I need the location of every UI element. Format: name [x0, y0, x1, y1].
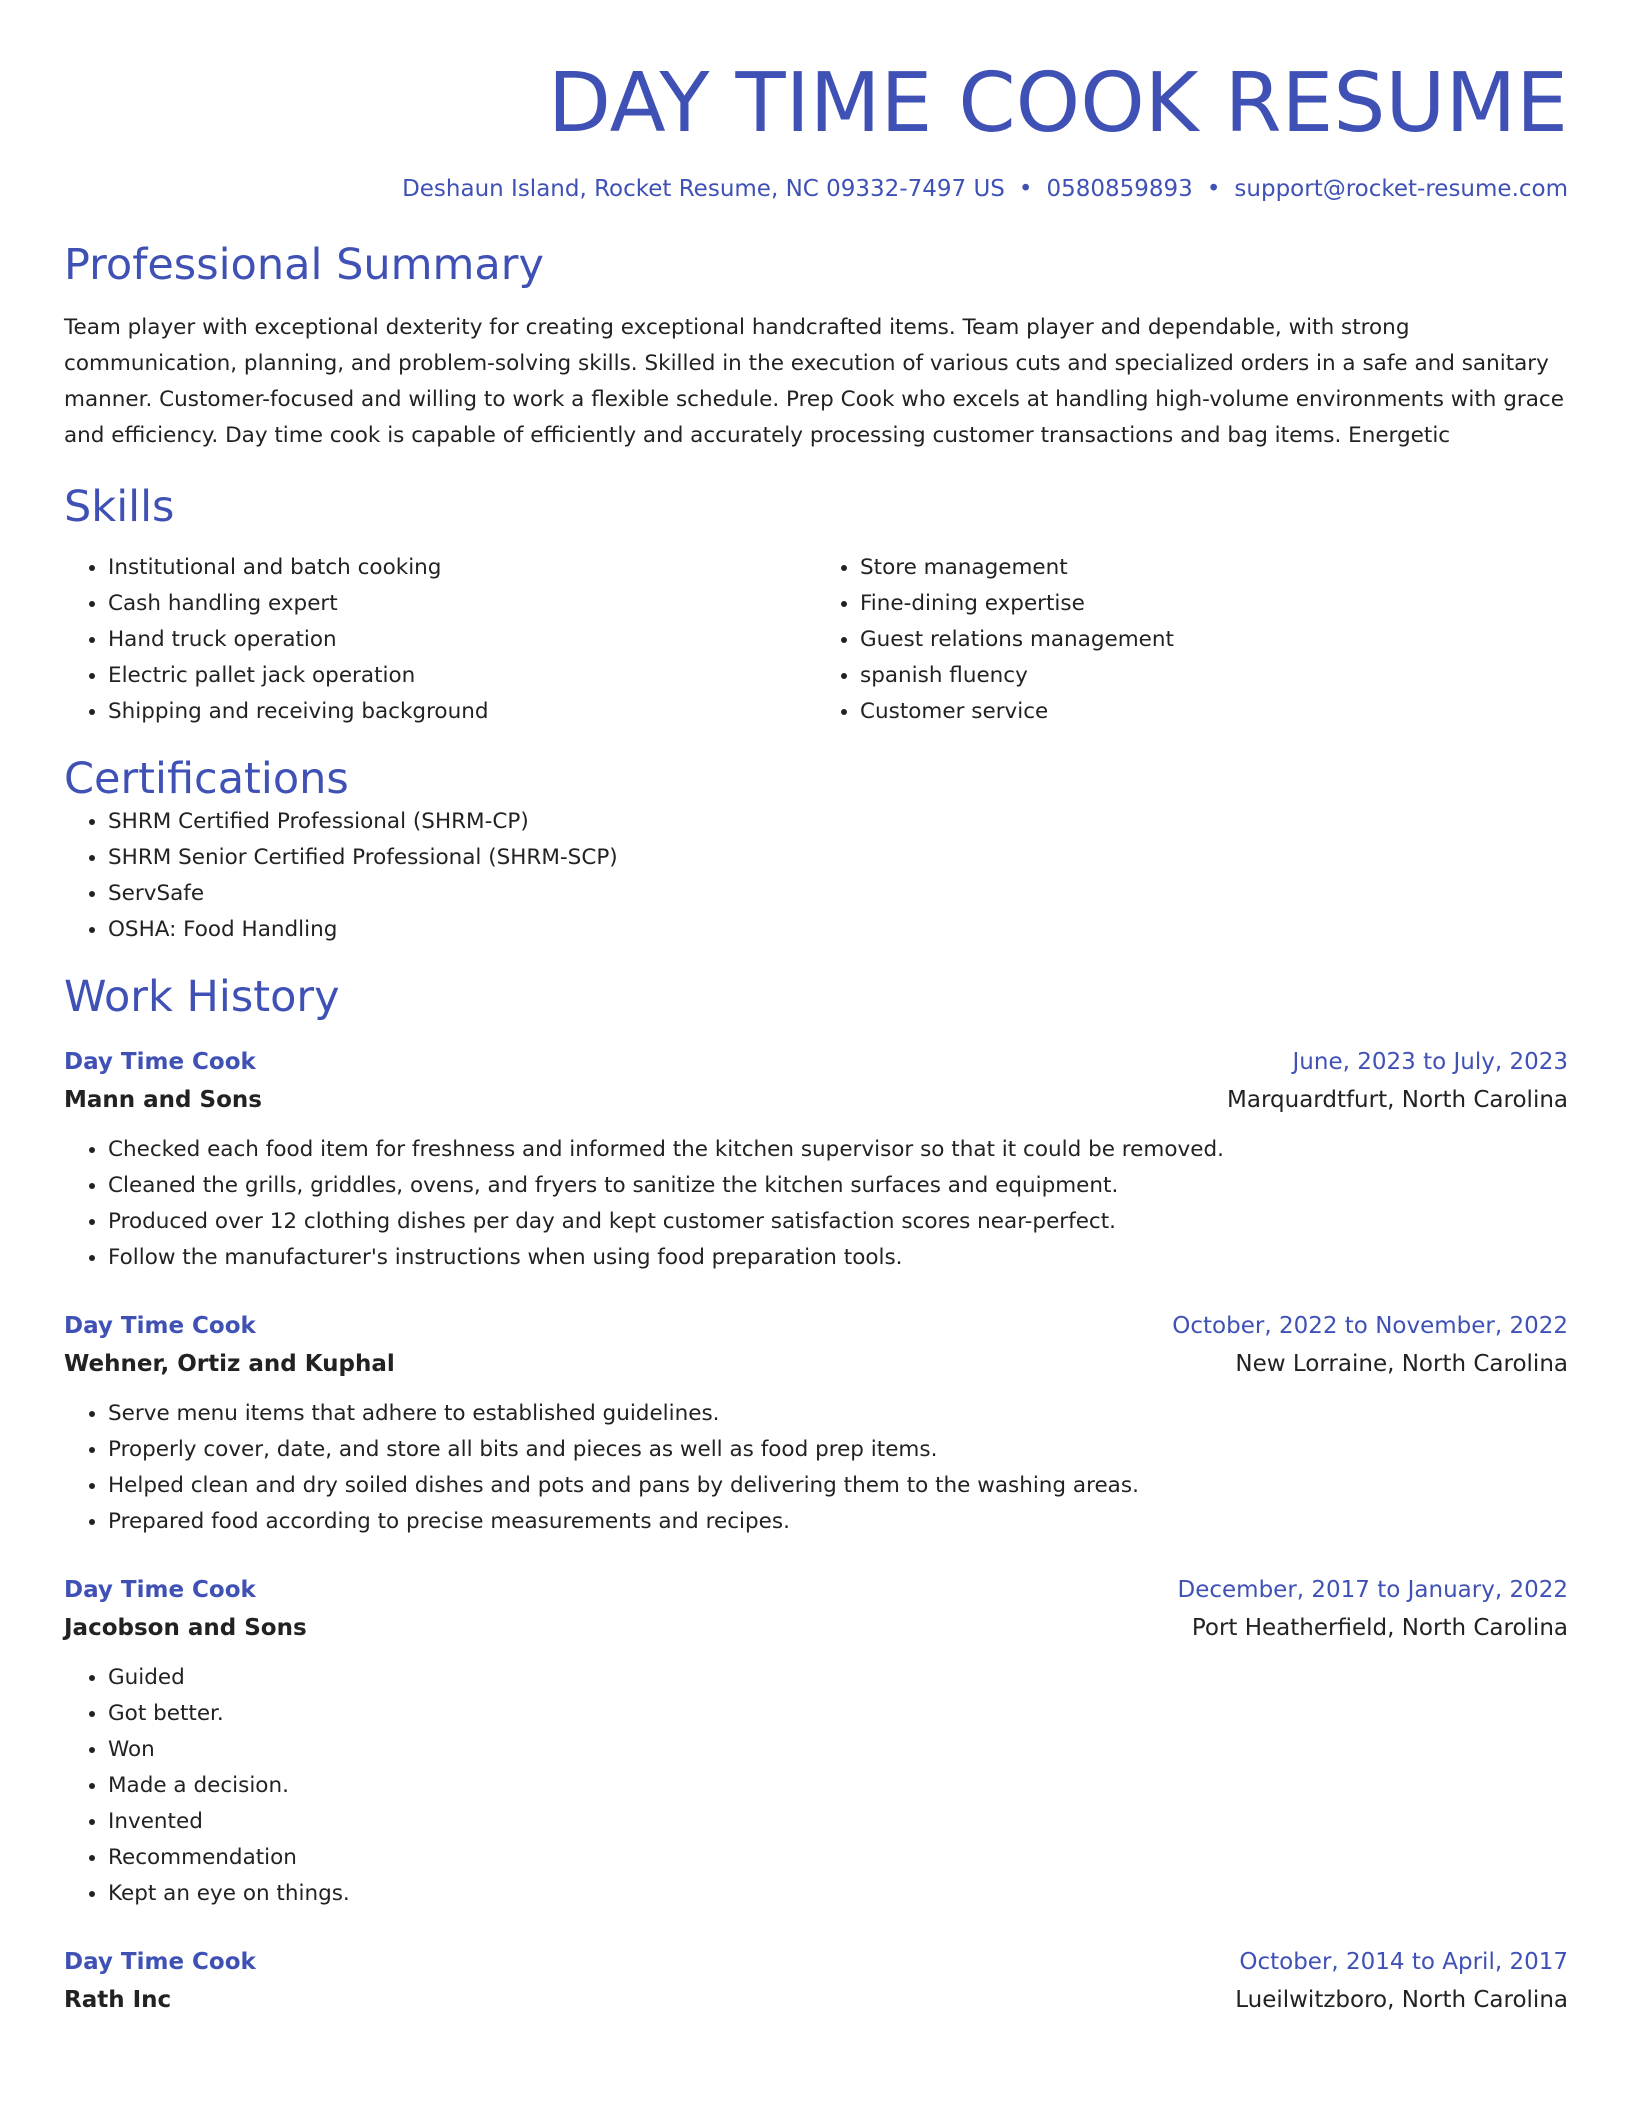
certification-item: • SHRM Certified Professional (SHRM-CP)	[108, 804, 1568, 840]
skill-item: • spanish fluency	[860, 658, 1568, 694]
certifications-list	[64, 804, 1568, 948]
skill-item: • Electric pallet jack operation	[108, 658, 816, 694]
contact-line	[64, 174, 1568, 204]
job-bullet: • Properly cover, date, and store all bits and pieces as well as food prep items.	[108, 1432, 1568, 1468]
job-bullet: • Cleaned the grills, griddles, ovens, and fryers to sanitize the kitchen surfaces and equipment.	[108, 1168, 1568, 1204]
skill-item: • Fine-dining expertise	[860, 586, 1568, 622]
contact-phone: 0580859893	[1046, 176, 1193, 202]
job-company: Mann and Sons	[64, 1087, 262, 1113]
job-company-row	[64, 1344, 1568, 1384]
job-title: Day Time Cook	[64, 1313, 256, 1339]
certification-item: • OSHA: Food Handling	[108, 912, 1568, 948]
job-bullet: • Guided	[108, 1660, 1568, 1696]
job-bullet: • Recommendation	[108, 1840, 1568, 1876]
job-title: Day Time Cook	[64, 1049, 256, 1075]
job-company: Rath Inc	[64, 1987, 172, 2013]
job-bullet: • Kept an eye on things.	[108, 1876, 1568, 1912]
skills-heading: Skills	[64, 482, 175, 532]
skills-list-right	[816, 550, 1568, 730]
job-bullet: • Checked each food item for freshness and informed the kitchen supervisor so that it could be removed.	[108, 1132, 1568, 1168]
certification-item: • SHRM Senior Certified Professional (SHRM-SCP)	[108, 840, 1568, 876]
job-company-row	[64, 1608, 1568, 1648]
job-header-row	[64, 1572, 1568, 1608]
job-entry	[64, 1944, 1568, 2020]
contact-email: support@rocket-resume.com	[1234, 176, 1568, 202]
contact-separator: •	[1206, 176, 1221, 202]
job-bullets	[64, 1396, 1568, 1540]
skills-columns	[64, 550, 1568, 730]
job-bullet: • Prepared food according to precise measurements and recipes.	[108, 1504, 1568, 1540]
job-entry	[64, 1044, 1568, 1276]
job-dates: June, 2023 to July, 2023	[1292, 1049, 1568, 1075]
job-dates: October, 2022 to November, 2022	[1172, 1313, 1568, 1339]
job-entry	[64, 1308, 1568, 1540]
job-header-row	[64, 1044, 1568, 1080]
job-bullet: • Made a decision.	[108, 1768, 1568, 1804]
job-bullet: • Helped clean and dry soiled dishes and pots and pans by delivering them to the washing areas.	[108, 1468, 1568, 1504]
job-company-row	[64, 1980, 1568, 2020]
job-bullet: • Invented	[108, 1804, 1568, 1840]
skill-item: • Shipping and receiving background	[108, 694, 816, 730]
job-company-row	[64, 1080, 1568, 1120]
job-location: New Lorraine, North Carolina	[1235, 1351, 1568, 1377]
job-location: Lueilwitzboro, North Carolina	[1235, 1987, 1568, 2013]
certification-item: • ServSafe	[108, 876, 1568, 912]
job-company: Jacobson and Sons	[64, 1615, 307, 1641]
job-bullet: • Follow the manufacturer's instructions when using food preparation tools.	[108, 1240, 1568, 1276]
job-header-row	[64, 1944, 1568, 1980]
job-bullet: • Won	[108, 1732, 1568, 1768]
summary-text: Team player with exceptional dexterity for creating exceptional handcrafted items. Team player and dependable, with strong communication, planning, and problem-solving skills. Skilled in the execution of various cuts and specialized orders in a safe and sanitary manner. Customer-focused and willing to work a flexible schedule. Prep Cook who excels at handling high-volume environments with grace and efficiency. Day time cook is capable of efficiently and accurately processing customer transactions and bag items. Energetic	[64, 315, 1564, 448]
job-bullets	[64, 1660, 1568, 1912]
job-location: Marquardtfurt, North Carolina	[1227, 1087, 1568, 1113]
job-bullet: • Serve menu items that adhere to established guidelines.	[108, 1396, 1568, 1432]
job-dates: December, 2017 to January, 2022	[1177, 1577, 1568, 1603]
contact-address: Deshaun Island, Rocket Resume, NC 09332-7497 US	[402, 176, 1005, 202]
certifications-heading: Certifications	[64, 754, 349, 804]
job-company: Wehner, Ortiz and Kuphal	[64, 1351, 395, 1377]
skill-item: • Hand truck operation	[108, 622, 816, 658]
job-title: Day Time Cook	[64, 1577, 256, 1603]
contact-separator: •	[1018, 176, 1033, 202]
skill-item: • Cash handling expert	[108, 586, 816, 622]
skill-item: • Store management	[860, 550, 1568, 586]
skill-item: • Guest relations management	[860, 622, 1568, 658]
resume-title: DAY TIME COOK RESUME	[547, 56, 1568, 151]
job-entry	[64, 1572, 1568, 1912]
job-location: Port Heatherfield, North Carolina	[1191, 1615, 1568, 1641]
job-bullet: • Produced over 12 clothing dishes per day and kept customer satisfaction scores near-perfect.	[108, 1204, 1568, 1240]
skills-list-left	[64, 550, 816, 730]
work-history-heading: Work History	[64, 972, 340, 1022]
summary-heading: Professional Summary	[64, 240, 544, 290]
job-title: Day Time Cook	[64, 1949, 256, 1975]
job-header-row	[64, 1308, 1568, 1344]
skill-item: • Customer service	[860, 694, 1568, 730]
resume-page	[64, 0, 1568, 2020]
job-dates: October, 2014 to April, 2017	[1239, 1949, 1568, 1975]
skill-item: • Institutional and batch cooking	[108, 550, 816, 586]
job-bullet: • Got better.	[108, 1696, 1568, 1732]
job-bullets	[64, 1132, 1568, 1276]
